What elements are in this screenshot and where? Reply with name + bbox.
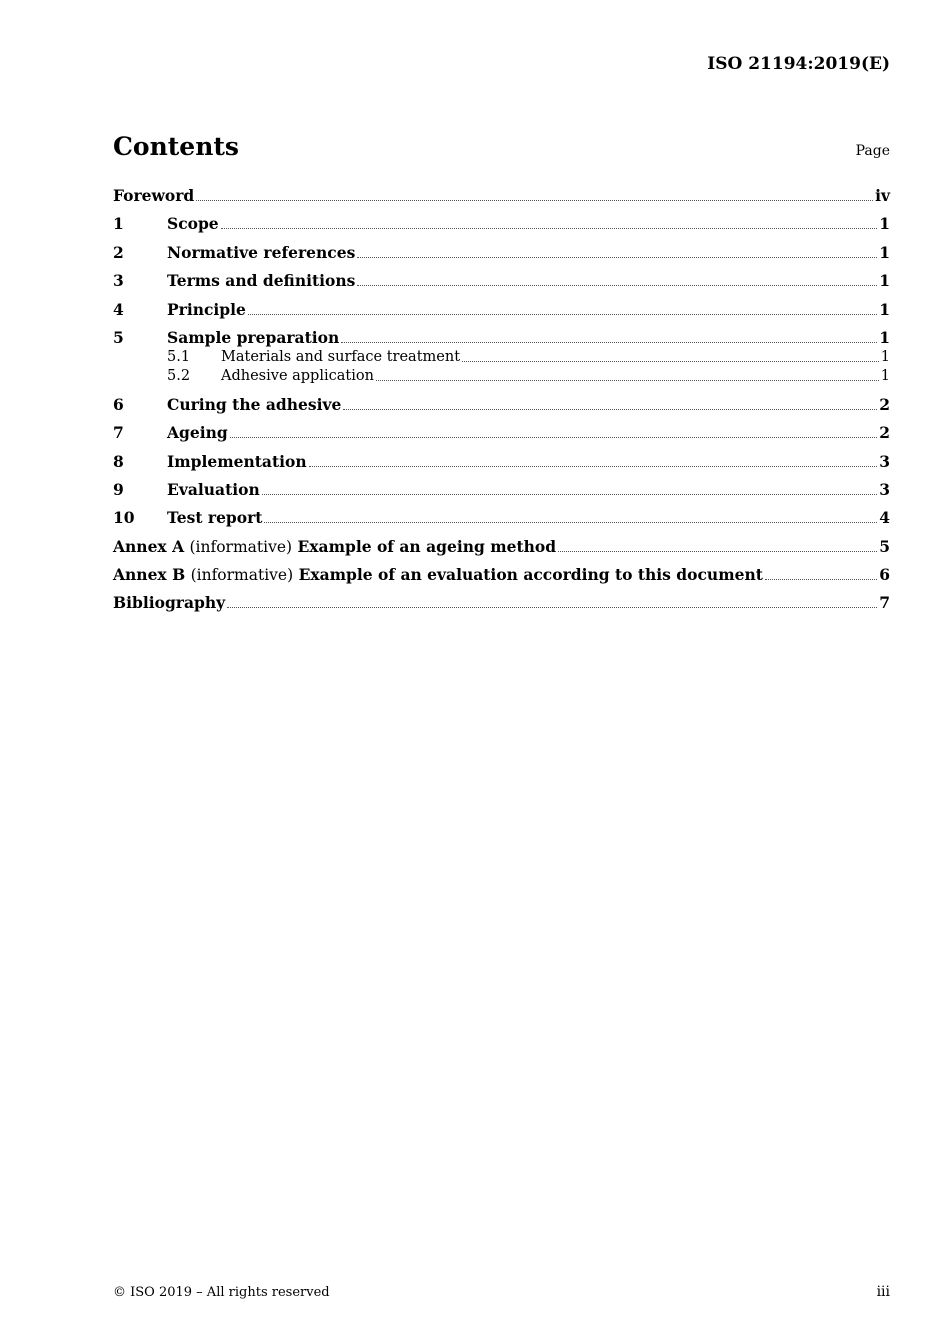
toc-number: 9 [113,480,124,499]
toc-title [113,566,763,584]
footer-copyright: © ISO 2019 – All rights reserved [113,1285,330,1300]
toc-number: 10 [113,508,135,527]
annex-label: Annex B [113,565,186,584]
toc-leader [230,436,877,438]
toc-subentry-materials[interactable] [167,348,890,366]
toc-number: 3 [113,271,124,290]
toc-title: Bibliography [113,593,226,612]
toc-subentry-adhesive-application[interactable] [167,367,890,385]
toc-page: 1 [879,271,890,290]
toc-title: Principle [167,300,246,319]
page-column-label: Page [855,143,890,159]
toc-leader [341,341,877,343]
toc-title: Adhesive application [221,368,374,384]
toc-number: 2 [113,243,124,262]
toc-leader [264,521,877,523]
annex-label: Annex A [113,537,185,556]
toc-page: 1 [880,368,890,384]
toc-page: 1 [879,328,890,347]
toc-entry-terms-definitions[interactable] [113,272,890,290]
toc-number: 5.2 [167,368,191,384]
toc-entry-scope[interactable] [113,215,890,233]
toc-leader [558,550,877,552]
toc-number: 5 [113,328,124,347]
toc-page: 1 [879,214,890,233]
toc-number: 5.1 [167,349,191,365]
toc-entry-evaluation[interactable] [113,481,890,499]
toc-entry-sample-preparation[interactable] [113,329,890,347]
annex-qualifier: (informative) [189,538,293,556]
toc-leader [357,256,877,258]
toc-leader [227,606,877,608]
toc-entry-principle[interactable] [113,301,890,319]
document-id: ISO 21194:2019(E) [707,54,890,74]
toc-page: 6 [879,565,890,584]
toc-leader [357,284,877,286]
toc-leader [221,227,878,229]
toc-entry-curing[interactable] [113,396,890,414]
toc-title: Materials and surface treatment [221,349,461,365]
contents-heading: Contents [113,132,240,161]
annex-qualifier: (informative) [190,566,294,584]
toc-page: 1 [879,300,890,319]
toc-leader [462,360,879,362]
toc-leader [765,578,877,580]
toc-page: 4 [879,508,890,527]
toc-title: Implementation [167,452,307,471]
toc-page: 1 [880,349,890,365]
footer-page-number: iii [876,1284,890,1300]
toc-number: 4 [113,300,124,319]
toc-title: Terms and definitions [167,271,356,290]
toc-number: 6 [113,395,124,414]
toc-entry-implementation[interactable] [113,453,890,471]
toc-title: Evaluation [167,480,260,499]
toc-title: Normative references [167,243,356,262]
toc-title: Ageing [167,423,228,442]
toc-leader [262,493,877,495]
toc-leader [248,313,877,315]
toc-title [113,538,556,556]
toc-entry-test-report[interactable] [113,509,890,527]
toc-title: Curing the adhesive [167,395,342,414]
toc-page: 1 [879,243,890,262]
toc-title: Foreword [113,186,195,205]
toc-leader [196,199,873,201]
toc-entry-normative-references[interactable] [113,244,890,262]
toc-entry-ageing[interactable] [113,424,890,442]
toc-title: Sample preparation [167,328,340,347]
toc-page: 5 [879,537,890,556]
toc-leader [376,379,879,381]
toc-page: 2 [879,423,890,442]
toc-page: 3 [879,480,890,499]
toc-number: 8 [113,452,124,471]
toc-entry-bibliography[interactable] [113,594,890,612]
toc-page: 2 [879,395,890,414]
toc-entry-annex-a[interactable] [113,538,890,556]
toc-entry-annex-b[interactable] [113,566,890,584]
annex-title: Example of an ageing method [297,537,557,556]
annex-title: Example of an evaluation according to this document [298,565,763,584]
toc-leader [343,408,877,410]
toc-leader [309,465,878,467]
toc-number: 7 [113,423,124,442]
toc-page: 3 [879,452,890,471]
toc-title: Test report [167,508,263,527]
toc-title: Scope [167,214,219,233]
toc-page: 7 [879,593,890,612]
toc-number: 1 [113,214,124,233]
toc-page: iv [875,186,890,205]
toc-entry-foreword[interactable] [113,187,890,205]
